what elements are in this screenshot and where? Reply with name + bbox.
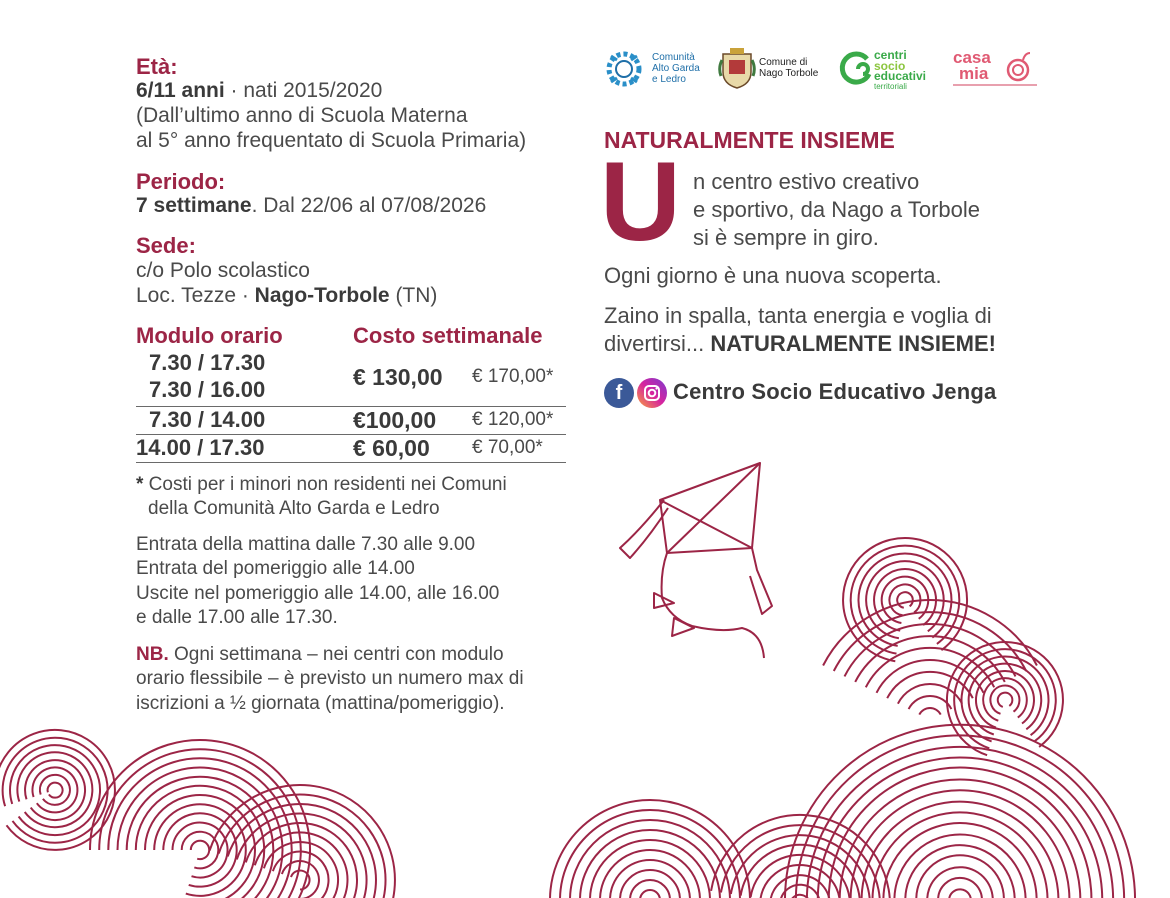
- entry-line: e dalle 17.00 alle 17.30.: [136, 607, 338, 628]
- row-time-alt: 7.30 / 16.00: [149, 377, 266, 402]
- table-header-costo: Costo settimanale: [353, 323, 543, 348]
- row-price: € 60,00: [353, 435, 430, 461]
- row-price-nonres: € 120,00*: [472, 409, 554, 430]
- asterisk: *: [136, 474, 144, 495]
- periodo-dates: . Dal 22/06 al 07/08/2026: [251, 194, 487, 217]
- row-time: 7.30 / 17.30: [149, 350, 266, 375]
- periodo-label: Periodo:: [136, 169, 226, 194]
- centri-name: centri socio educativi territoriali: [874, 48, 927, 91]
- entry-line: Entrata del pomeriggio alle 14.00: [136, 558, 415, 579]
- swirl-line: [25, 760, 85, 820]
- swirl-line: [843, 538, 967, 661]
- entry-line: Entrata della mattina dalle 7.30 alle 9.00: [136, 534, 476, 555]
- swirl-line: [897, 592, 913, 608]
- swirl-line: [976, 671, 1034, 728]
- facebook-icon[interactable]: f: [604, 378, 634, 408]
- comune-name: Comune di Nago Torbole: [759, 57, 819, 79]
- eta-label: Età:: [136, 54, 178, 79]
- entry-line: Uscite nel pomeriggio alle 14.00, alle 16.00: [136, 583, 500, 604]
- swirl-line: [640, 890, 660, 898]
- row-time: 7.30 / 14.00: [149, 407, 266, 432]
- sede-label: Sede:: [136, 233, 196, 258]
- sede-town: Nago-Torbole: [254, 284, 390, 307]
- eta-birth: · nati 2015/2020: [224, 79, 383, 102]
- swirl-line: [927, 867, 993, 898]
- intro-line2: e sportivo, da Nago a Torbole: [693, 197, 980, 222]
- swirl-line: [916, 855, 1004, 898]
- swirl-line: [99, 749, 301, 898]
- paragraph-backpack-line2: divertirsi... NATURALMENTE INSIEME!: [604, 331, 996, 356]
- row-price-nonres: € 70,00*: [472, 437, 543, 458]
- intro-line3: si è sempre in giro.: [693, 225, 879, 250]
- section-title: NATURALMENTE INSIEME: [604, 127, 895, 153]
- swirl-line: [40, 775, 70, 805]
- swirl-line: [154, 804, 246, 896]
- nb-line1: NB. Ogni settimana – nei centri con modulo: [136, 644, 504, 665]
- row-time: 14.00 / 17.30: [136, 435, 265, 460]
- dropcap: U: [600, 139, 681, 264]
- swirl-line: [962, 657, 1049, 742]
- swirl-line: [17, 752, 92, 827]
- swirl-line: [898, 684, 962, 704]
- sede-loc: Loc. Tezze ·: [136, 284, 255, 307]
- swirl-line: [998, 693, 1013, 707]
- periodo-weeks: 7 settimane: [136, 194, 252, 217]
- row-price: € 130,00: [353, 364, 443, 390]
- paragraph-backpack-line1: Zaino in spalla, tanta energia e voglia di: [604, 303, 992, 328]
- swirl-line: [938, 878, 982, 898]
- swirl-line: [990, 685, 1019, 713]
- sede-prov: (TN): [389, 284, 438, 307]
- sede-line1: c/o Polo scolastico: [136, 259, 310, 282]
- casa-mia-name: casa mia: [953, 48, 991, 83]
- swirl-line: [145, 795, 255, 898]
- swirl-line: [620, 870, 680, 898]
- table-header-modulo: Modulo orario: [136, 323, 283, 348]
- nb-label: NB.: [136, 644, 169, 665]
- swirl-line: [48, 783, 63, 798]
- eta-line2: (Dall’ultimo anno di Scuola Materna: [136, 104, 468, 127]
- swirl-line: [191, 841, 209, 859]
- intro-line1: n centro estivo creativo: [693, 169, 920, 194]
- swirl-line: [919, 708, 940, 715]
- nb-line3: iscrizioni a ½ giornata (mattina/pomeriggio).: [136, 693, 505, 714]
- nonresident-note-line1: * Costi per i minori non residenti nei Comuni: [136, 474, 507, 495]
- eta-line3: al 5° anno frequentato di Scuola Primaria): [136, 129, 527, 152]
- comunita-name: Comunità Alto Garda e Ledro: [652, 52, 700, 85]
- slogan: NATURALMENTE INSIEME!: [710, 331, 996, 356]
- swirl-line: [949, 889, 971, 898]
- swirl-line: [182, 832, 219, 869]
- paragraph-discovery: Ogni giorno è una nuova scoperta.: [604, 263, 942, 288]
- swirl-line: [163, 813, 236, 886]
- swirl-line: [862, 802, 1059, 898]
- row-price: €100,00: [353, 407, 437, 433]
- swirl-line: [10, 745, 100, 835]
- eta-age: 6/11 anni: [136, 79, 225, 102]
- nb-line2: orario flessibile – è previsto un numero max di: [136, 668, 524, 689]
- row-price-nonres: € 170,00*: [472, 366, 554, 387]
- social-name[interactable]: Centro Socio Educativo Jenga: [673, 379, 997, 404]
- swirl-line: [969, 664, 1042, 735]
- nonresident-note-line2: della Comunità Alto Garda e Ledro: [148, 498, 440, 519]
